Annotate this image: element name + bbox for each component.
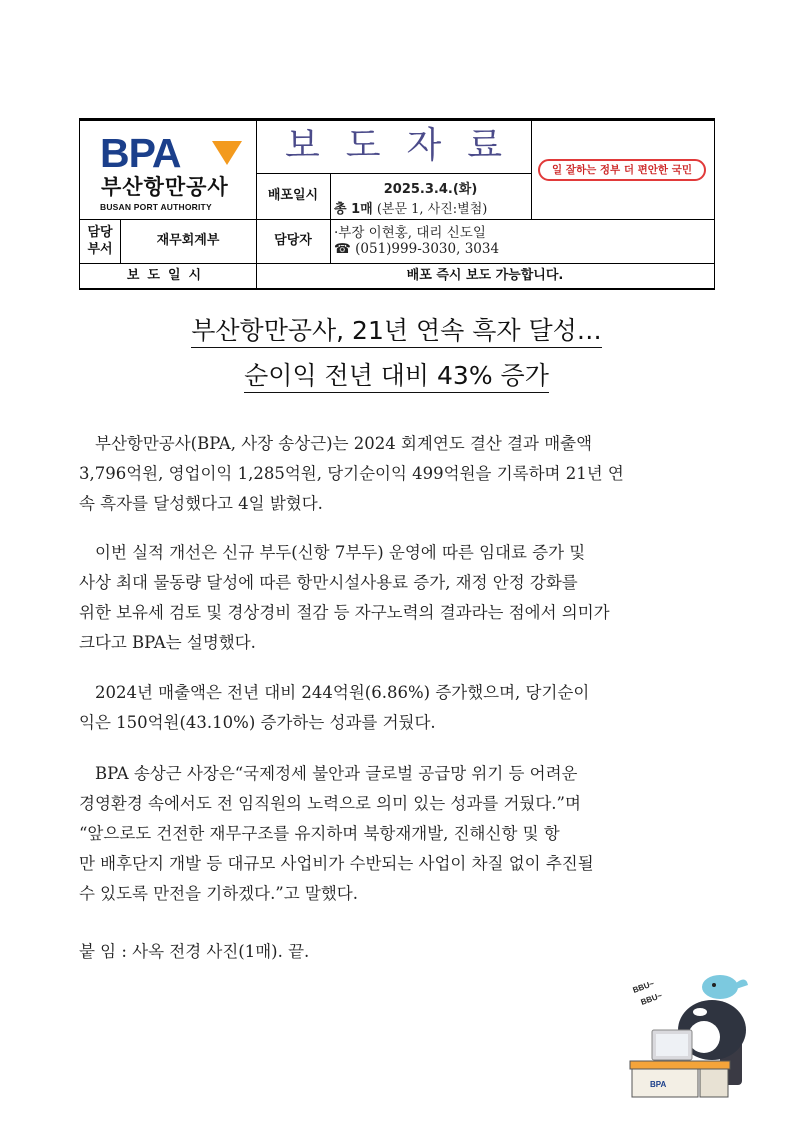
contact-phone bbox=[334, 241, 499, 257]
monitor-screen bbox=[656, 1034, 688, 1056]
small-whale-icon bbox=[702, 975, 738, 999]
paragraph-line: 익은 150억원(43.10%) 증가하는 성과를 거뒀다. bbox=[79, 713, 436, 732]
paragraph-line: 속 흑자를 달성했다고 4일 밝혔다. bbox=[79, 494, 323, 513]
department-value: 재무회계부 bbox=[156, 233, 220, 248]
mascot-illustration bbox=[620, 965, 770, 1100]
page-count bbox=[334, 198, 487, 217]
press-release-header bbox=[79, 118, 715, 290]
paragraph-line: BPA 송상근 사장은“국제정세 불안과 글로벌 공급망 위기 등 어려운 bbox=[95, 764, 578, 783]
grid-line bbox=[80, 263, 714, 264]
desk-icon bbox=[630, 1061, 730, 1069]
phone-icon: ☎ bbox=[334, 241, 351, 257]
desk-logo: BPA bbox=[650, 1080, 667, 1089]
paragraph-line: 사상 최대 물동량 달성에 따른 항만시설사용료 증가, 재정 안정 강화를 bbox=[79, 573, 578, 592]
phone-number: (051)999-3030, 3034 bbox=[355, 241, 500, 257]
paragraph-line: 위한 보유세 검토 및 경상경비 절감 등 자구노력의 결과라는 점에서 의미가 bbox=[79, 603, 610, 622]
sound-text-1: BBU~ bbox=[631, 978, 656, 995]
paragraph-1 bbox=[79, 429, 719, 519]
paragraph-2 bbox=[79, 538, 719, 658]
logo-wordmark: BPA bbox=[100, 130, 181, 176]
release-date-value bbox=[330, 173, 531, 219]
contact-person-label: 담당자 bbox=[274, 233, 312, 248]
page-count-prefix: 총 1매 bbox=[334, 202, 373, 217]
grid-line bbox=[80, 219, 714, 220]
grid-line bbox=[531, 121, 532, 219]
report-date-label: 보도일시 bbox=[126, 268, 210, 283]
logo-english-name: BUSAN PORT AUTHORITY bbox=[100, 202, 212, 212]
paragraph-line: 2024년 매출액은 전년 대비 244억원(6.86%) 증가했으며, 당기순이 bbox=[95, 683, 590, 702]
paragraph-line: 수 있도록 만전을 기하겠다.”고 말했다. bbox=[79, 884, 358, 903]
grid-line bbox=[256, 173, 531, 174]
paragraph-4 bbox=[79, 759, 719, 909]
paragraph-line: 경영환경 속에서도 전 임직원의 노력으로 의미 있는 성과를 거뒀다.”며 bbox=[79, 794, 581, 813]
release-date: 2025.3.4.(화) bbox=[383, 182, 478, 197]
orca-belly bbox=[688, 1021, 720, 1053]
paragraph-line: 만 배후단지 개발 등 대규모 사업비가 수반되는 사업이 차질 없이 추진될 bbox=[79, 854, 594, 873]
paragraph-line: 이번 실적 개선은 신규 부두(신항 7부두) 운영에 따른 임대료 증가 및 bbox=[95, 543, 586, 562]
small-whale-tail bbox=[736, 979, 748, 989]
logo-triangle-icon bbox=[212, 141, 242, 165]
attachment-note bbox=[79, 937, 719, 967]
department-label: 담당 부서 bbox=[87, 225, 113, 257]
attachment-text: 붙 임 : 사옥 전경 사진(1매). 끝. bbox=[79, 942, 310, 961]
bpa-logo bbox=[80, 121, 256, 219]
document-title: 보도자료 bbox=[256, 121, 531, 173]
grid-line bbox=[330, 173, 331, 263]
paragraph-3 bbox=[79, 678, 719, 738]
page-count-detail: (본문 1, 사진:별첨) bbox=[376, 202, 488, 217]
desk-drawer bbox=[700, 1069, 728, 1097]
small-whale-eye bbox=[712, 983, 716, 987]
report-date-value: 배포 즉시 보도 가능합니다. bbox=[406, 268, 564, 283]
headline-line-2 bbox=[0, 363, 793, 388]
slogan-box bbox=[531, 121, 714, 219]
paragraph-line: “앞으로도 건전한 재무구조를 유지하며 북항재개발, 진해신항 및 항 bbox=[79, 824, 560, 843]
paragraph-line: 크다고 BPA는 설명했다. bbox=[79, 633, 256, 652]
paragraph-line: 3,796억원, 영업이익 1,285억원, 당기순이익 499억원을 기록하며 21년 연 bbox=[79, 464, 624, 483]
paragraph-line: 부산항만공사(BPA, 사장 송상근)는 2024 회계연도 결산 결과 매출액 bbox=[95, 434, 593, 453]
sound-text-2: BBU~ bbox=[639, 990, 664, 1007]
headline-text-2: 순이익 전년 대비 43% 증가 bbox=[244, 361, 549, 393]
logo-korean-name: 부산항만공사 bbox=[101, 175, 229, 199]
grid-line bbox=[120, 219, 121, 263]
government-slogan: 일 잘하는 정부 더 편안한 국민 bbox=[538, 159, 706, 181]
release-date-label: 배포일시 bbox=[267, 188, 319, 203]
contact-names: ·부장 이현홍, 대리 신도일 bbox=[334, 225, 486, 241]
headline-text-1: 부산항만공사, 21년 연속 흑자 달성… bbox=[191, 316, 602, 348]
orca-eye-patch bbox=[693, 1008, 707, 1016]
headline-line-1 bbox=[0, 318, 793, 343]
contact-person-value bbox=[330, 219, 714, 263]
